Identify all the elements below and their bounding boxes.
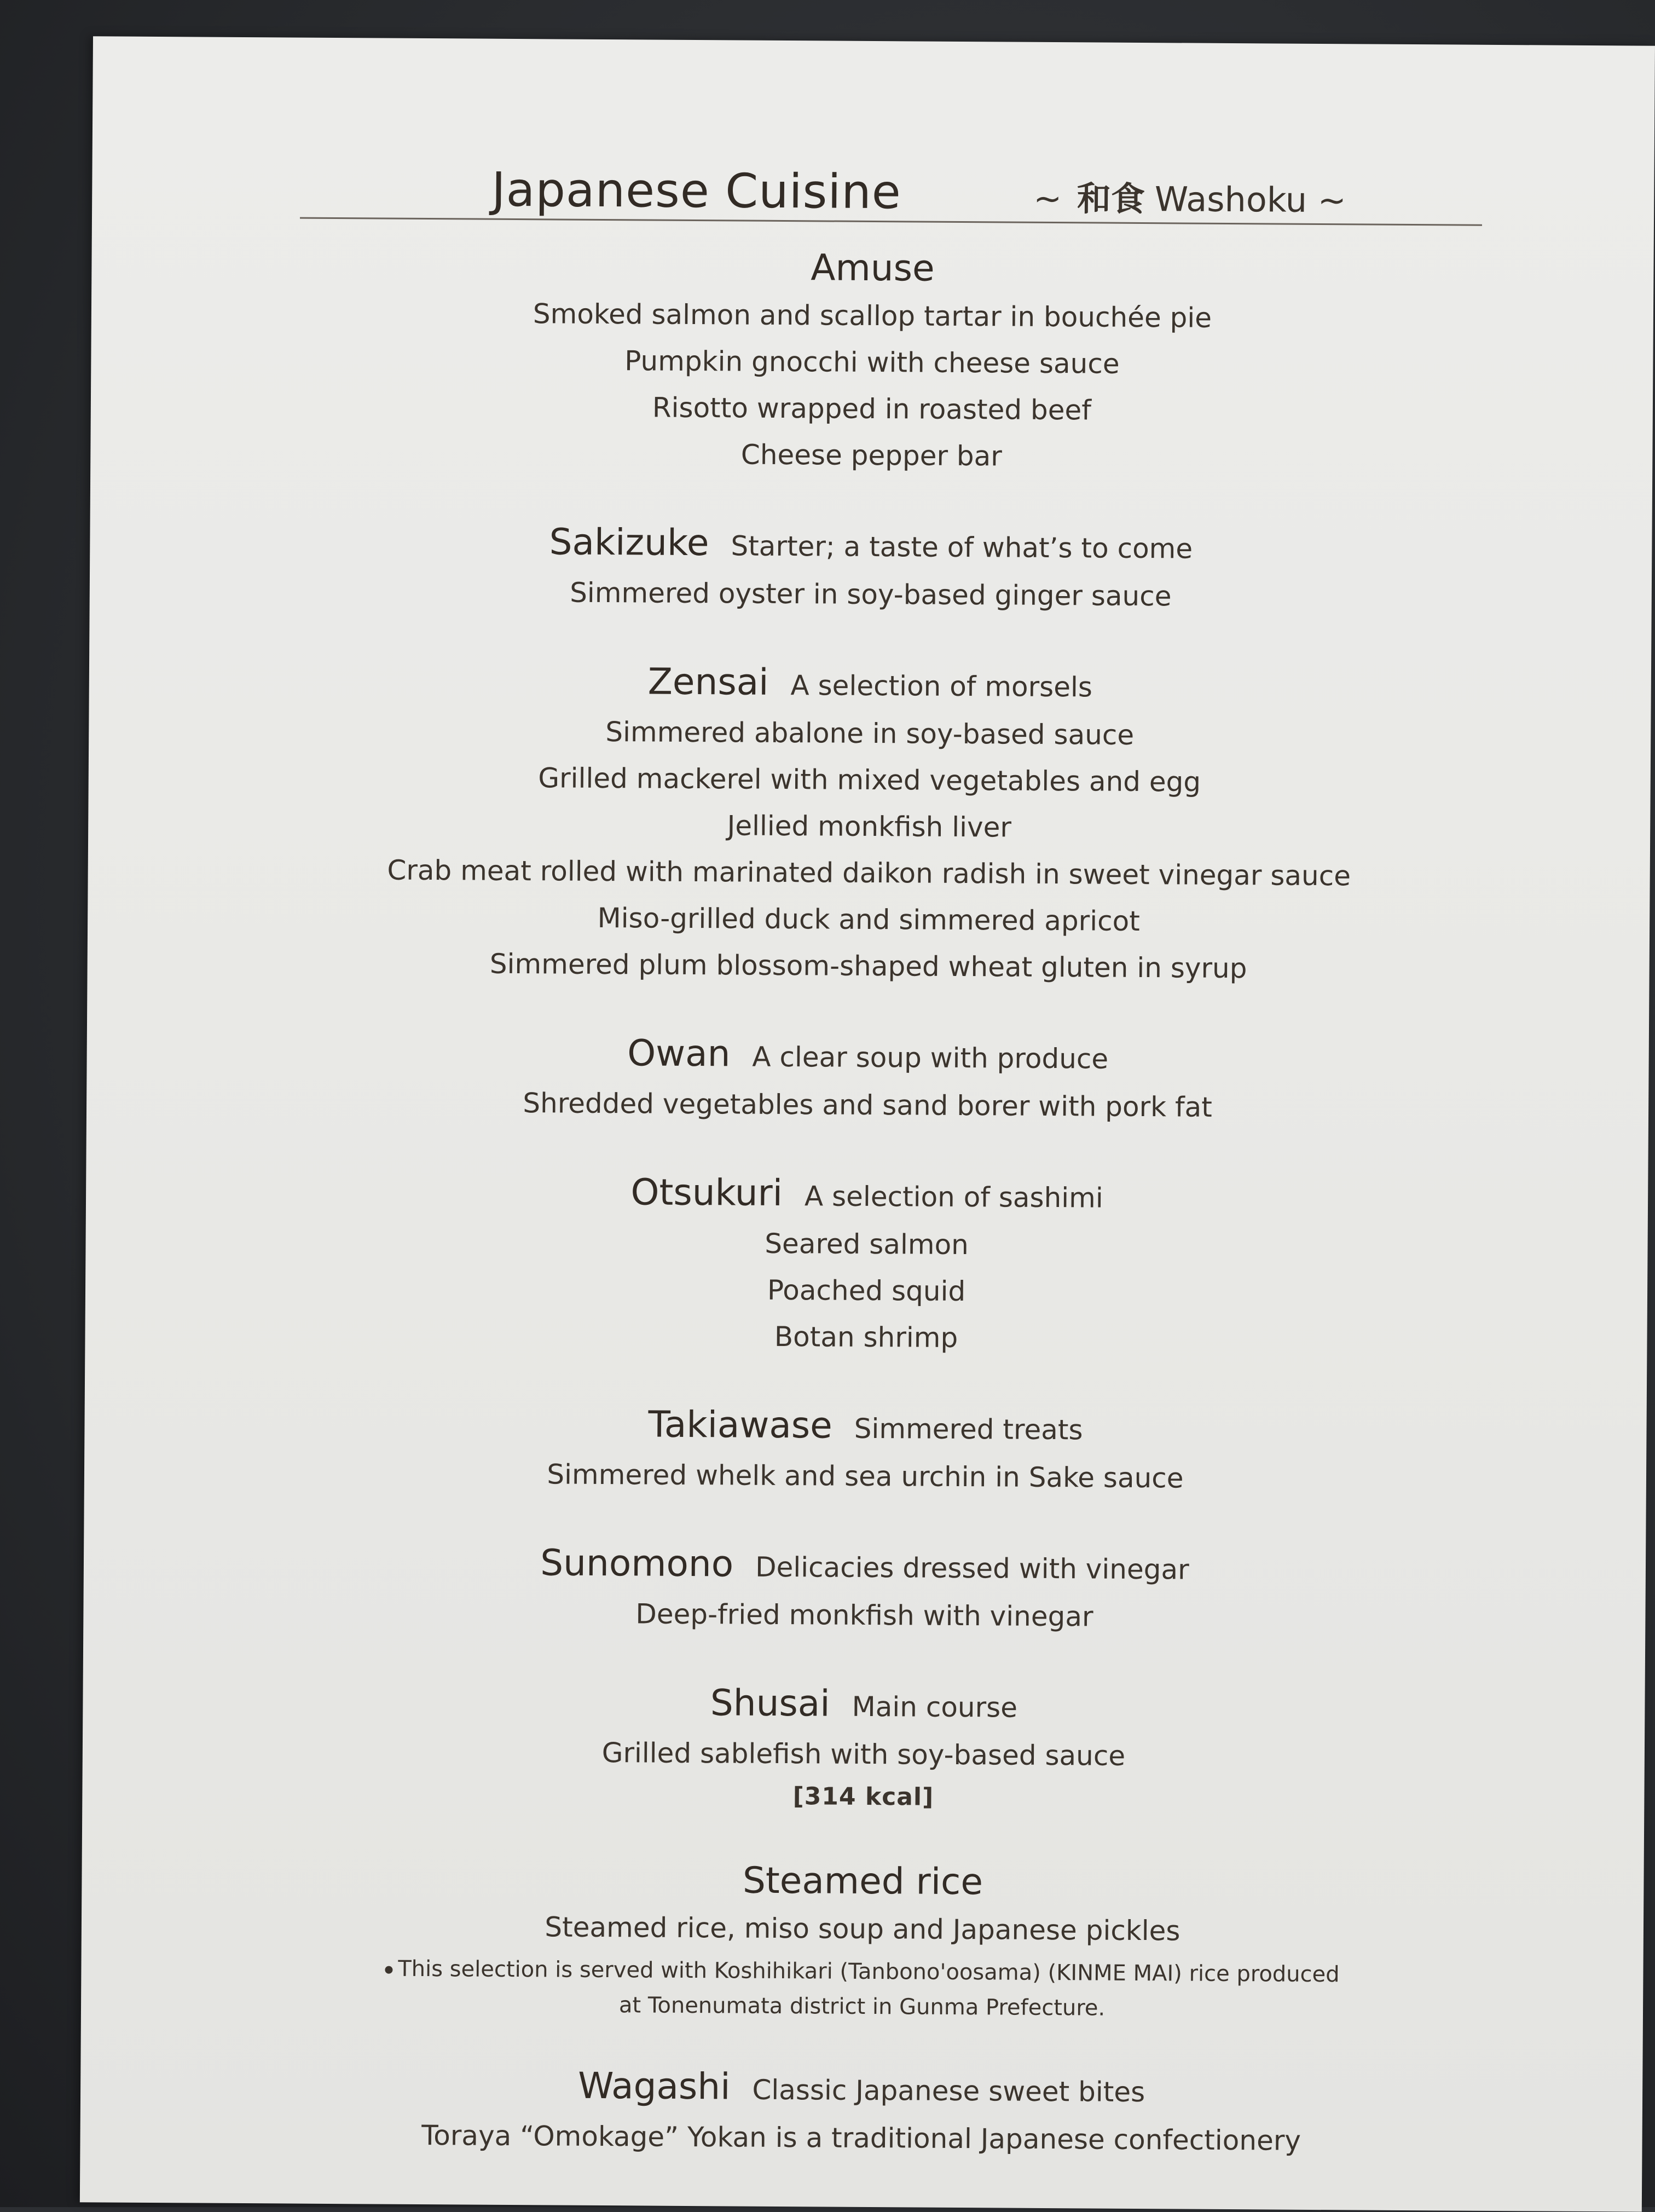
menu-sections [80,239,1654,2207]
title-romaji: Washoku [1154,179,1307,220]
section-subtitle: Starter; a taste of what’s to come [731,530,1193,565]
menu-item: Crab meat rolled with marinated daikon radish in sweet vinegar sauce [387,854,1351,892]
menu-item: Smoked salmon and scallop tartar in bouchée pie [533,298,1212,334]
menu-item: Grilled mackerel with mixed vegetables and egg [538,762,1201,798]
menu-item: Grilled sablefish with soy-based sauce [601,1737,1126,1772]
section-subtitle: Delicacies dressed with vinegar [755,1551,1189,1586]
section-subtitle: A selection of morsels [790,669,1093,703]
menu-item: Simmered oyster in soy-based ginger sauce [570,576,1172,613]
menu-item: Botan shrimp [774,1320,958,1354]
calorie-count: [314 kcal] [792,1782,934,1811]
section-steamed-rice [81,1852,1644,2027]
section-heading [82,1852,1644,1910]
section-owan [86,1025,1649,1133]
menu-item: Cheese pepper bar [740,438,1003,472]
menu-title: Japanese Cuisine [491,162,902,220]
menu-item: Simmered whelk and sea urchin in Sake sauce [547,1458,1184,1494]
menu-item: Risotto wrapped in roasted beef [652,391,1092,426]
section-name: Sakizuke [549,521,709,564]
section-heading [84,1396,1647,1458]
section-subtitle: Simmered treats [854,1412,1083,1446]
rice-note-line-2: at Tonenumata district in Gunma Prefecture. [618,1992,1106,2021]
note-text: This selection is served with Koshihikari (Tanbono'oosama) (KINME MAI) rice produced [398,1956,1340,1988]
tilde-right: ~ [1317,180,1346,221]
menu-item: Toraya “Omokage” Yokan is a traditional Japanese confectionery [421,2119,1301,2157]
tilde-left: ~ [1033,178,1062,219]
menu-item: Seared salmon [765,1227,969,1261]
section-heading [90,515,1652,576]
section-shusai [82,1674,1645,1821]
menu-page [80,36,1655,2211]
menu-item: Shredded vegetables and sand borer with pork fat [523,1087,1213,1123]
menu-item: Jellied monkfish liver [727,810,1012,844]
menu-item: Steamed rice, miso soup and Japanese pickles [545,1911,1181,1947]
section-name: Amuse [811,246,935,290]
section-sunomono [83,1535,1646,1643]
section-heading [86,1025,1649,1087]
section-heading [89,654,1652,715]
menu-item: Poached squid [767,1274,966,1308]
menu-item: Deep-fried monkfish with vinegar [635,1598,1093,1633]
section-name: Owan [627,1032,731,1075]
section-sakizuke [90,515,1652,622]
section-name: Steamed rice [742,1859,983,1903]
menu-item: Miso-grilled duck and simmered apricot [597,902,1140,937]
section-wagashi [80,2058,1642,2166]
rice-note-line-1 [81,1951,1643,1992]
section-heading [80,2058,1643,2119]
section-subtitle: A clear soup with produce [752,1041,1109,1075]
bullet-icon [385,1966,392,1974]
title-kanji: 和食 [1077,178,1145,220]
section-subtitle: Classic Japanese sweet bites [752,2074,1145,2109]
section-name: Wagashi [577,2064,731,2108]
section-heading [91,239,1653,297]
menu-title-row [305,153,1576,226]
section-name: Sunomono [540,1541,734,1585]
menu-item: Simmered plum blossom-shaped wheat gluten in syrup [489,948,1247,985]
section-otsukuri [85,1164,1648,1365]
section-name: Takiawase [648,1403,833,1447]
section-subtitle: A selection of sashimi [804,1180,1103,1214]
section-name: Zensai [647,660,769,703]
section-subtitle: Main course [852,1690,1018,1724]
section-zensai [87,654,1651,994]
menu-subtitle [1033,171,1346,222]
menu-card [80,36,1655,2211]
section-name: Otsukuri [630,1171,783,1215]
section-amuse [90,239,1654,483]
section-name: Shusai [710,1682,830,1725]
section-takiawase [84,1396,1647,1504]
section-heading [83,1674,1645,1736]
section-heading [84,1535,1646,1597]
menu-item: Pumpkin gnocchi with cheese sauce [624,345,1120,380]
menu-item: Simmered abalone in soy-based sauce [605,716,1135,751]
section-heading [86,1164,1648,1226]
